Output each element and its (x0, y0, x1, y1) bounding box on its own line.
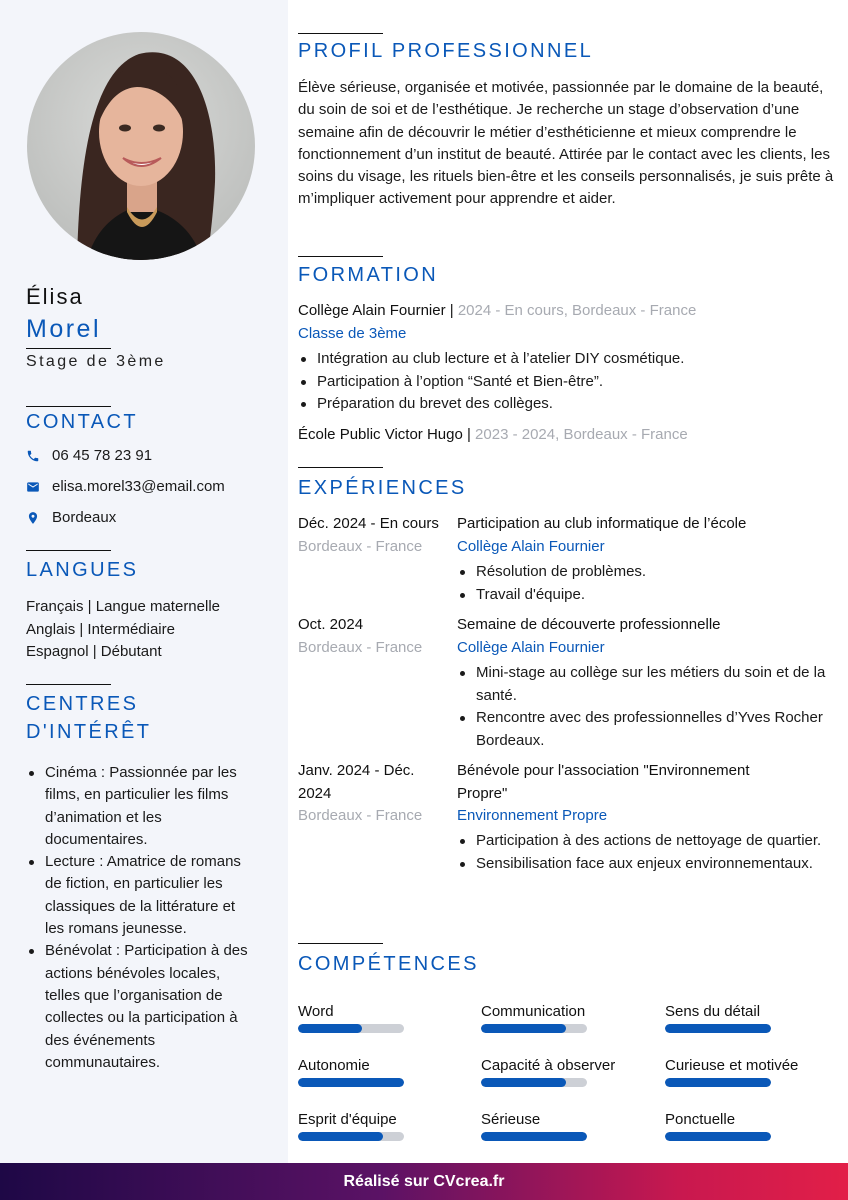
list-item: Travail d'équipe. (457, 584, 827, 607)
interests-divider (26, 684, 111, 685)
experience-date: Janv. 2024 - Déc. 2024 (298, 762, 415, 802)
name-divider (26, 348, 111, 349)
contact-phone[interactable] (26, 447, 152, 464)
school-meta: 2024 - En cours, Bordeaux - France (457, 302, 697, 319)
education-entry-2 (298, 426, 688, 443)
list-item: Mini-stage au collège sur les métiers du soin et de la santé. (457, 662, 827, 707)
contact-city (26, 509, 116, 526)
school-separator: | (462, 426, 476, 443)
list-item: Participation à des actions de nettoyage de quartier. (457, 830, 827, 853)
experience-divider (298, 467, 383, 468)
interest-item: Lecture : Amatrice de romans de fiction, en particulier les classiques de la littérature et les romans jeunesse. (26, 851, 248, 940)
experience-org: Collège Alain Fournier (457, 639, 605, 656)
skill-label: Autonomie (298, 1057, 370, 1074)
footer-text[interactable]: Réalisé sur CVcrea.fr (343, 1172, 505, 1190)
experience-title: Semaine de découverte professionnelle (457, 616, 721, 633)
location-icon (26, 511, 40, 525)
skill-label: Curieuse et motivée (665, 1057, 799, 1074)
interest-item: Bénévolat : Participation à des actions bénévoles locales, telles que l’organisation de collectes ou la participation à des événements communautaires. (26, 940, 248, 1074)
job-title: Stage de 3ème (26, 353, 166, 370)
skill-level-bar (481, 1078, 587, 1087)
contact-email[interactable] (26, 478, 225, 495)
school-meta: 2023 - 2024, Bordeaux - France (475, 426, 688, 443)
skill-label: Esprit d'équipe (298, 1111, 397, 1128)
skill-label: Word (298, 1003, 334, 1020)
city-name: Bordeaux (52, 509, 117, 526)
languages-heading: LANGUES (26, 559, 139, 581)
skill-level-fill (665, 1024, 771, 1033)
skill-item (481, 1056, 616, 1087)
education-entry-1 (298, 302, 696, 319)
skills-heading: COMPÉTENCES (298, 953, 479, 975)
skills-divider (298, 943, 383, 944)
interests-heading (26, 690, 151, 746)
skill-level-bar (481, 1132, 587, 1141)
first-name: Élisa (26, 284, 84, 309)
profile-photo (27, 32, 255, 260)
experience-org: Collège Alain Fournier (457, 538, 605, 555)
list-item: Rencontre avec des professionnelles d’Yves Rocher Bordeaux. (457, 707, 827, 752)
experience-title: Bénévole pour l'association "Environnement Propre" (457, 762, 750, 802)
interests-heading-line1: CENTRES (26, 693, 139, 715)
experience-location: Bordeaux - France (298, 807, 423, 824)
list-item: Intégration au club lecture et à l’atelier DIY cosmétique. (298, 348, 838, 371)
email-icon (26, 480, 40, 494)
education-divider (298, 256, 383, 257)
skill-level-fill (298, 1132, 383, 1141)
skill-level-bar (665, 1078, 771, 1087)
skill-level-fill (665, 1078, 771, 1087)
experience-title: Participation au club informatique de l’école (457, 515, 747, 532)
school-separator: | (445, 302, 458, 319)
footer-banner[interactable] (0, 1163, 848, 1200)
experience-date: Déc. 2024 - En cours (298, 515, 439, 532)
skill-level-bar (298, 1132, 404, 1141)
skill-item (665, 1002, 775, 1033)
skill-label: Sérieuse (481, 1111, 541, 1128)
skill-item (665, 1056, 799, 1087)
skill-item (298, 1110, 408, 1141)
skill-item (481, 1110, 591, 1141)
school-subtitle: Classe de 3ème (298, 325, 407, 342)
interest-item: Cinéma : Passionnée par les films, en particulier les films d’animation et les documentaires. (26, 762, 248, 851)
list-item: Préparation du brevet des collèges. (298, 393, 838, 416)
email-address: elisa.morel33@email.com (52, 478, 225, 495)
phone-number: 06 45 78 23 91 (52, 447, 153, 464)
language-item: Français | Langue maternelle (26, 598, 221, 615)
skill-level-bar (298, 1024, 404, 1033)
skill-item (298, 1056, 408, 1087)
education-heading: FORMATION (298, 264, 439, 286)
interests-list (26, 762, 248, 1074)
experience-org: Environnement Propre (457, 807, 608, 824)
list-item: Sensibilisation face aux enjeux environnementaux. (457, 853, 827, 876)
experience-bullets (457, 830, 827, 875)
experience-bullets (457, 662, 827, 752)
skill-item (481, 1002, 591, 1033)
language-item: Anglais | Intermédiaire (26, 620, 175, 638)
profile-text: Élève sérieuse, organisée et motivée, passionnée par le domaine de la beauté, du soin de soi et de l’esthétique. Je recherche un stage d’observation d’une semaine afin de découvrir le métier d’esthéticienne et mieux comprendre le fonctionnement d’un institut de beauté. Attirée par le contact avec les clients, les soins du visage, les rituels bien-être et les conseils personnalisés, je suis prête à m’impliquer activement pour apprendre et aider. (298, 79, 834, 208)
experience-date: Oct. 2024 (298, 616, 364, 633)
skill-level-bar (481, 1024, 587, 1033)
school-name: École Public Victor Hugo (298, 426, 463, 443)
skill-level-bar (298, 1078, 404, 1087)
main-content (288, 0, 848, 1163)
language-item: Espagnol | Débutant (26, 643, 162, 660)
phone-icon (26, 449, 40, 463)
skill-label: Ponctuelle (665, 1111, 736, 1128)
contact-divider (26, 406, 111, 407)
profile-heading: PROFIL PROFESSIONNEL (298, 40, 594, 62)
languages-list (26, 596, 220, 664)
experience-bullets (457, 561, 827, 606)
skill-level-fill (481, 1078, 566, 1087)
skill-item (298, 1002, 408, 1033)
skill-level-bar (665, 1132, 771, 1141)
education-bullets (298, 348, 838, 416)
skill-item (665, 1110, 775, 1141)
sidebar (0, 0, 288, 1163)
experience-location: Bordeaux - France (298, 538, 423, 555)
skill-label: Capacité à observer (481, 1057, 616, 1074)
skill-label: Communication (481, 1003, 586, 1020)
experience-location: Bordeaux - France (298, 639, 423, 656)
skill-level-fill (665, 1132, 771, 1141)
skill-label: Sens du détail (665, 1003, 761, 1020)
contact-heading: CONTACT (26, 411, 138, 433)
list-item: Résolution de problèmes. (457, 561, 827, 584)
skill-level-bar (665, 1024, 771, 1033)
skill-level-fill (481, 1024, 566, 1033)
skill-level-fill (481, 1132, 587, 1141)
languages-divider (26, 550, 111, 551)
interests-heading-line2: D'INTÉRÊT (26, 721, 152, 743)
skill-level-fill (298, 1024, 362, 1033)
school-name: Collège Alain Fournier (298, 302, 446, 319)
profile-divider (298, 33, 383, 34)
last-name: Morel (26, 315, 102, 343)
experience-heading: EXPÉRIENCES (298, 477, 467, 499)
list-item: Participation à l’option “Santé et Bien-être”. (298, 371, 838, 394)
skill-level-fill (298, 1078, 404, 1087)
